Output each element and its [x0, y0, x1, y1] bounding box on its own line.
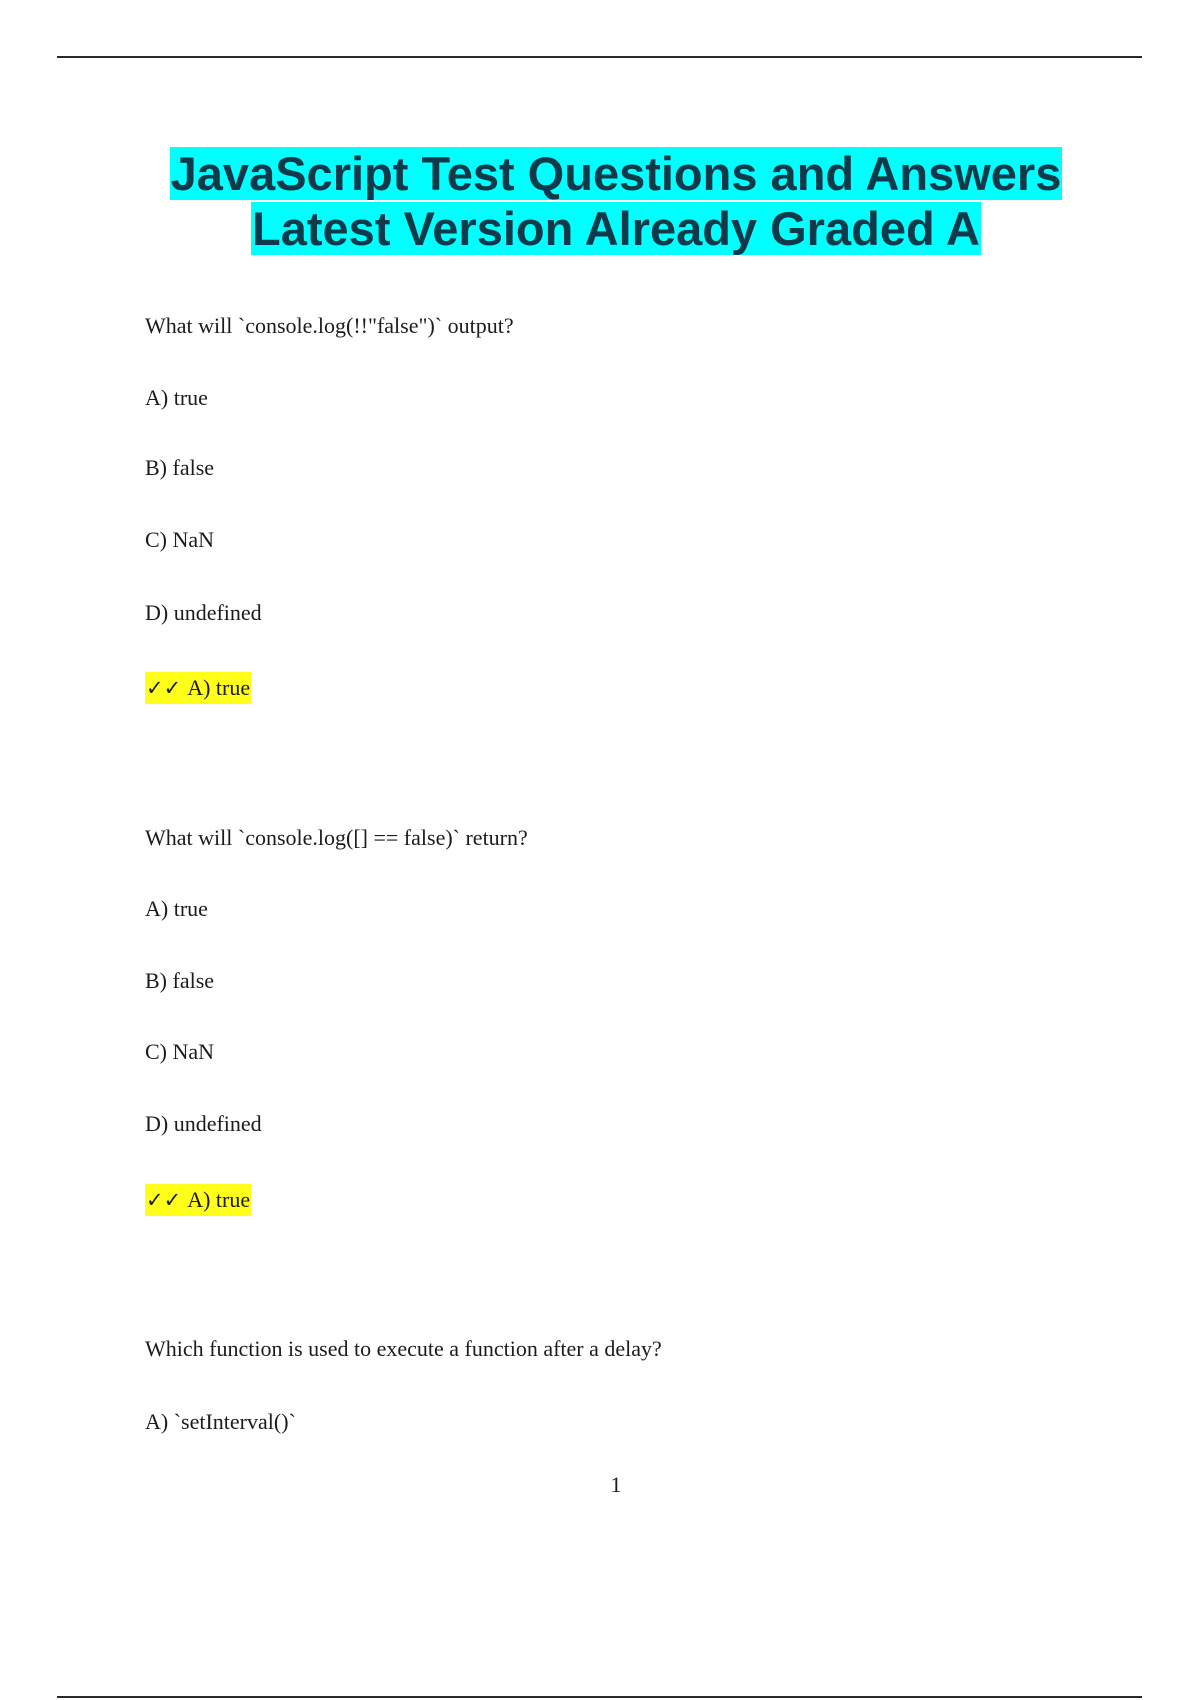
question-1-option-a: A) true: [145, 385, 208, 410]
question-2-option-b: B) false: [145, 968, 215, 993]
question-2-option-a: A) true: [145, 896, 208, 921]
question-2-option-d: D) undefined: [145, 1111, 262, 1136]
page-number: 1: [610, 1472, 622, 1497]
question-2: What will `console.log([] == false)` return?: [145, 825, 528, 850]
question-2-option-c: C) NaN: [145, 1039, 215, 1064]
question-1-option-b: B) false: [145, 455, 215, 480]
question-1: What will `console.log(!!"false")` output?: [145, 313, 514, 338]
title-line-2: Latest Version Already Graded A: [252, 202, 980, 255]
double-check-icon: ✓✓: [146, 1188, 182, 1212]
header-rule: [57, 56, 1142, 58]
answer-highlight: [145, 1184, 251, 1216]
question-2-answer-text: A) true: [187, 1187, 251, 1212]
question-3-option-a: A) `setInterval()`: [145, 1409, 296, 1434]
answer-highlight: [145, 672, 251, 704]
question-1-answer-text: A) true: [187, 675, 251, 700]
question-3: Which function is used to execute a function after a delay?: [145, 1336, 662, 1361]
question-1-answer: [145, 673, 251, 703]
question-2-answer: [145, 1185, 251, 1215]
question-1-option-c: C) NaN: [145, 527, 215, 552]
question-1-option-d: D) undefined: [145, 600, 262, 625]
title-line-1: JavaScript Test Questions and Answers: [170, 147, 1062, 200]
double-check-icon: ✓✓: [146, 676, 182, 700]
footer-rule: [57, 1696, 1142, 1698]
document-title: [0, 146, 1200, 256]
